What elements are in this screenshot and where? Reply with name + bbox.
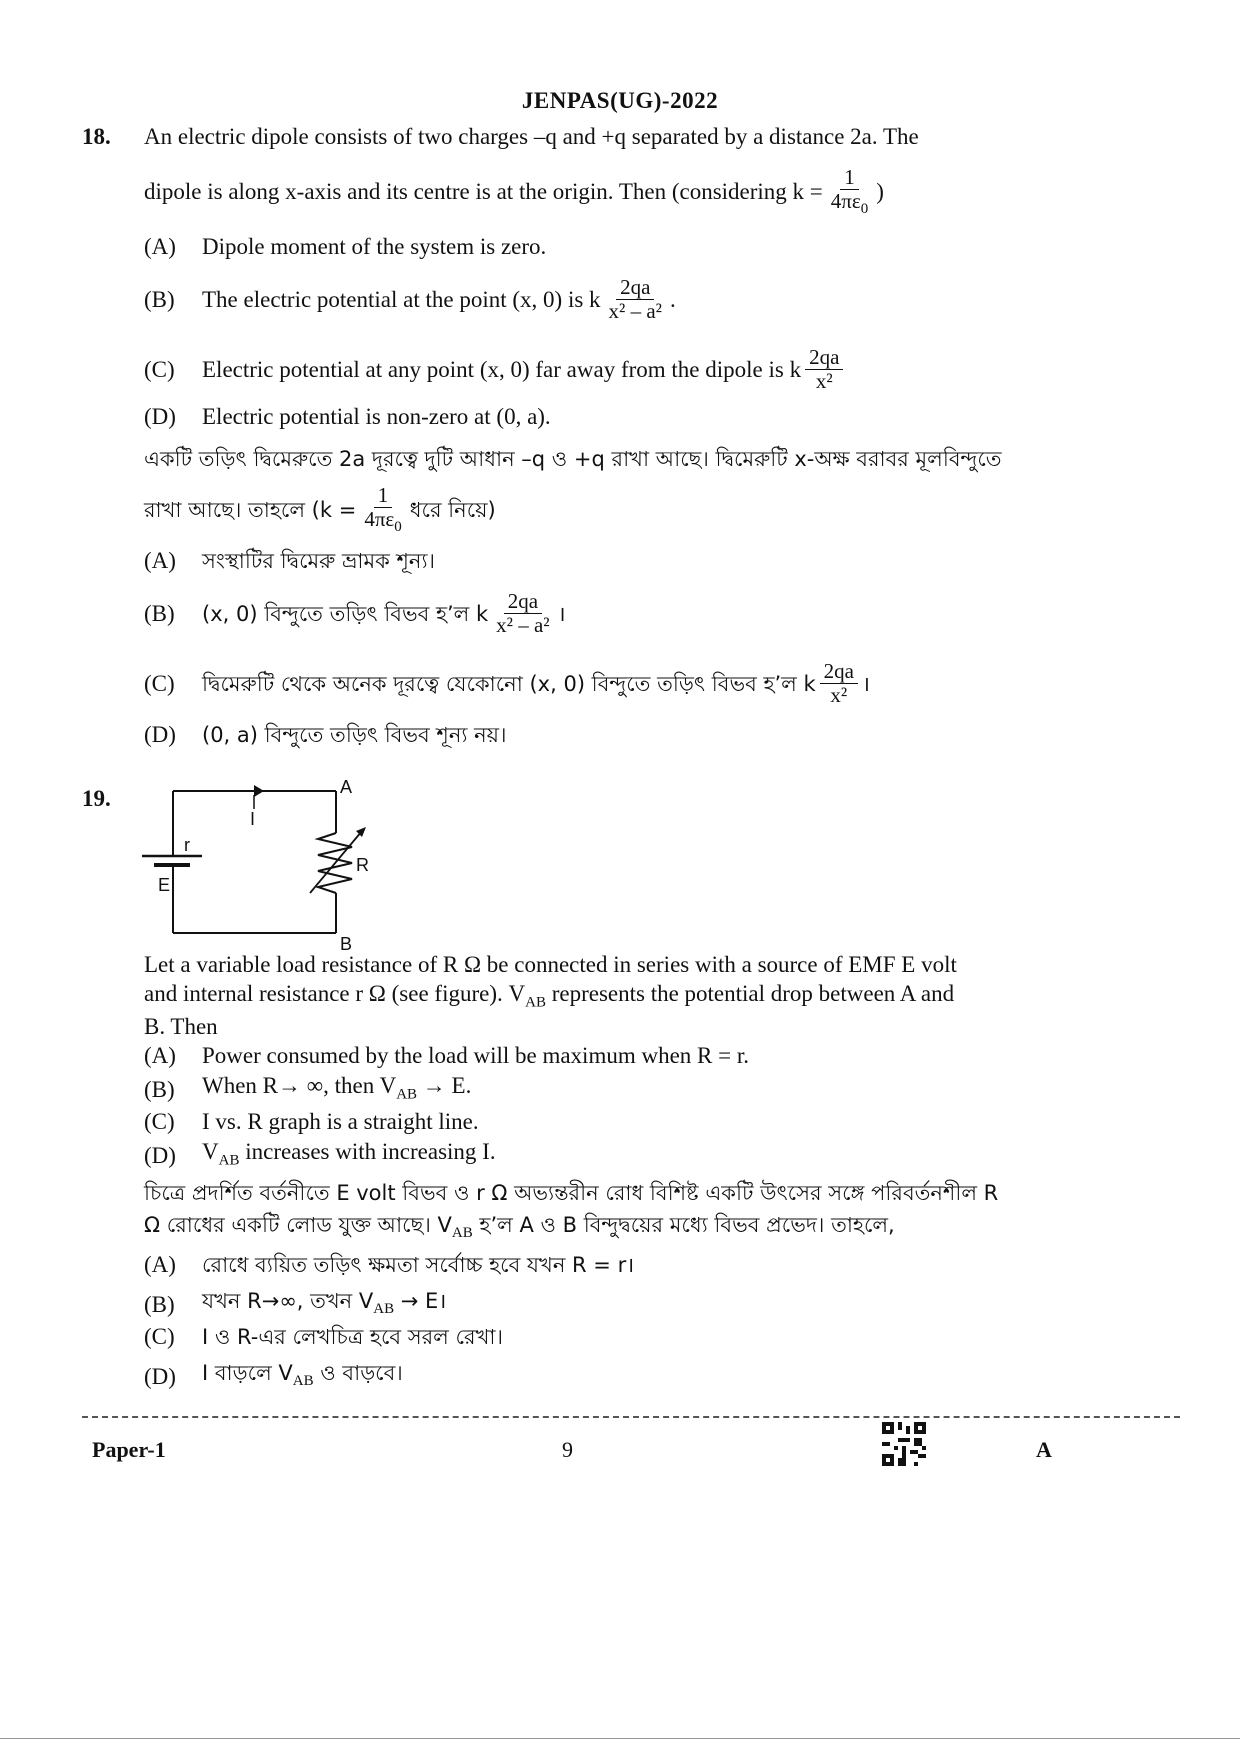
option-label: (B): [144, 1077, 175, 1103]
q18-bn-k-numerator: 1: [374, 484, 393, 508]
page-bottom-edge: [0, 1738, 1240, 1739]
option-text-pre: যখন R→∞, তখন V: [202, 1289, 374, 1313]
q18-k-fraction: [827, 166, 872, 218]
q18-bn-k-denominator: [360, 508, 405, 536]
q18-bn-k-den-text: 4πε: [364, 507, 395, 532]
circuit-label-b: B: [340, 934, 353, 950]
option-label: (B): [144, 1292, 175, 1318]
option-tail: ।: [861, 671, 870, 696]
q18-k-numerator: 1: [840, 166, 859, 190]
option-text-post: → E।: [394, 1289, 447, 1313]
circuit-diagram: [130, 775, 390, 950]
option-text-sub: AB: [396, 1086, 418, 1103]
q18-bn-k-den-sub: 0: [394, 519, 402, 536]
q18-bn-k-fraction: [360, 484, 405, 536]
question-number-19: 19.: [82, 786, 111, 811]
footer-page-number: 9: [562, 1437, 573, 1462]
fraction-denominator: x² – a²: [496, 613, 550, 638]
q19-bn-option-d: [144, 1358, 403, 1396]
footer-paper-label: Paper-1: [92, 1437, 166, 1462]
q19-option-a: [144, 1041, 749, 1071]
option-label: (D): [144, 1364, 176, 1390]
q19-bn-option-a: [144, 1250, 634, 1280]
option-label: (B): [144, 600, 175, 626]
option-text: (0, a) বিন্দুতে তড়িৎ বিভব শূন্য নয়।: [202, 723, 507, 747]
q19-stem-line3: B. Then: [144, 1014, 218, 1039]
option-text-sub: AB: [218, 1152, 240, 1169]
q18-option-d: [144, 402, 551, 432]
q18-stem-text: dipole is along x-axis and its centre is at the origin. Then (considering k =: [144, 178, 823, 204]
option-text: Power consumed by the load will be maximum when R = r.: [202, 1043, 750, 1068]
fraction-numerator: 2qa: [805, 346, 843, 370]
option-text: দ্বিমেরুটি থেকে অনেক দূরত্বে যেকোনো (x, 0) বিন্দুতে তড়িৎ বিভব হ’ল k: [202, 671, 816, 696]
q19-bn-stem-line1: চিত্রে প্রদর্শিত বর্তনীতে E volt বিভব ও r Ω অভ্যন্তরীন রোধ বিশিষ্ট একটি উৎসের সঙ্গে পরিবর্তনশীল R: [144, 1181, 999, 1205]
option-text: [202, 1071, 471, 1110]
q18-bn-stem-line1: একটি তড়িৎ দ্বিমেরুতে 2a দূরত্বে দুটি আধান –q ও +q রাখা আছে। দ্বিমেরুটি x-অক্ষ বরাবর মূলবিন্দুতে: [144, 447, 1002, 471]
fraction-numerator: 2qa: [616, 276, 654, 300]
q18-bn-stem-tail: ধরে নিয়ে): [409, 497, 496, 522]
option-text: (x, 0) বিন্দুতে তড়িৎ বিভব হ’ল k: [202, 601, 489, 626]
option-text: [202, 1286, 446, 1324]
fraction-numerator: 2qa: [504, 590, 542, 614]
q18-bn-option-a: [144, 546, 435, 576]
page-header-title: JENPAS(UG)-2022: [521, 88, 719, 113]
q19-bn-stem-line2-text: Ω রোধের একটি লোড যুক্ত আছে। V: [144, 1213, 452, 1237]
option-text: Dipole moment of the system is zero.: [202, 234, 547, 259]
option-text-post: ও বাড়বে।: [313, 1361, 403, 1385]
option-fraction: [605, 276, 666, 323]
option-fraction: [492, 590, 553, 637]
option-fraction: [820, 660, 858, 707]
q18-bn-option-d: [144, 720, 507, 750]
q19-stem-line2-sub: AB: [525, 994, 546, 1011]
q19-option-c: [144, 1107, 479, 1137]
fraction-denominator: x²: [815, 369, 833, 394]
option-label: (A): [144, 548, 176, 573]
option-text: সংস্থাটির দ্বিমেরু ভ্রামক শূন্য।: [202, 549, 436, 573]
option-label: (B): [144, 286, 175, 312]
q18-bn-stem-text: রাখা আছে। তাহলে (k =: [144, 497, 357, 522]
q18-bn-stem-line2: [144, 484, 496, 536]
fraction-numerator: 2qa: [820, 660, 858, 684]
option-label: (C): [144, 670, 175, 696]
option-label: (D): [144, 1143, 176, 1169]
circuit-label-i: I: [250, 809, 256, 829]
option-tail: ।: [557, 601, 566, 626]
option-label: (A): [144, 1252, 176, 1277]
option-fraction: [805, 346, 843, 393]
question-number-18: 18.: [82, 124, 111, 149]
option-text: Electric potential at any point (x, 0) far away from the dipole is k: [202, 356, 802, 382]
current-arrow: [254, 785, 264, 797]
q19-bn-option-c: [144, 1322, 503, 1352]
q19-bn-stem-line2-sub: AB: [451, 1225, 473, 1242]
circuit-label-a: A: [340, 777, 353, 797]
q19-stem-line1: Let a variable load resistance of R Ω be connected in series with a source of EMF E volt: [144, 952, 957, 977]
q18-k-denominator: [827, 190, 872, 218]
q19-stem-line2: [144, 979, 954, 1018]
option-text-post: increases with increasing I.: [239, 1139, 496, 1164]
q19-bn-option-b: [144, 1286, 446, 1324]
circuit-label-big-r: R: [356, 855, 369, 875]
q18-bn-option-b: [144, 590, 566, 637]
option-text: The electric potential at the point (x, 0) is k: [202, 286, 601, 312]
q19-option-b: [144, 1071, 471, 1110]
option-text: I ও R-এর লেখচিত্র হবে সরল রেখা।: [202, 1325, 503, 1349]
q18-stem-line2: [144, 166, 884, 218]
q19-option-d: [144, 1137, 496, 1176]
option-text-sub: AB: [292, 1373, 314, 1390]
q18-k-den-text: 4πε: [830, 189, 861, 214]
q18-k-den-sub: 0: [860, 201, 869, 218]
circuit-label-e: E: [158, 875, 171, 895]
option-label: (C): [144, 1324, 175, 1349]
q19-bn-stem-line2-tail: হ’ল A ও B বিন্দুদ্বয়ের মধ্যে বিভব প্রভেদ। তাহলে,: [472, 1213, 895, 1237]
option-text: রোধে ব্যয়িত তড়িৎ ক্ষমতা সর্বোচ্চ হবে যখন R = r।: [202, 1253, 635, 1277]
q19-stem-line2-text: and internal resistance r Ω (see figure). V: [144, 981, 526, 1006]
option-text: I vs. R graph is a straight line.: [202, 1109, 479, 1134]
option-text-pre: V: [202, 1139, 219, 1164]
option-label: (C): [144, 1109, 175, 1134]
option-text-pre: I বাড়লে V: [202, 1361, 293, 1385]
option-text: Electric potential is non-zero at (0, a).: [202, 404, 551, 429]
option-label: (A): [144, 234, 176, 259]
option-text-post: → E.: [417, 1073, 472, 1098]
option-label: (C): [144, 356, 175, 382]
footer-divider: [82, 1416, 1180, 1418]
q18-bn-option-c: [144, 660, 870, 707]
option-tail: .: [669, 286, 676, 312]
footer-set-label: A: [1036, 1437, 1052, 1462]
q18-option-b: [144, 276, 676, 323]
q19-bn-stem-line2: [144, 1210, 895, 1248]
fraction-denominator: x² – a²: [608, 299, 662, 324]
option-text: [202, 1137, 496, 1176]
q18-option-c: [144, 346, 847, 393]
qr-code-icon: [882, 1422, 926, 1466]
option-text-sub: AB: [373, 1301, 395, 1318]
circuit-label-r: r: [184, 835, 190, 855]
q19-stem-line2-tail: represents the potential drop between A and: [545, 981, 955, 1006]
option-label: (A): [144, 1043, 176, 1068]
fraction-denominator: x²: [830, 683, 848, 708]
option-text: [202, 1358, 403, 1396]
option-label: (D): [144, 404, 176, 429]
q18-stem-line1: An electric dipole consists of two charges –q and +q separated by a distance 2a. The: [144, 124, 919, 149]
q18-option-a: [144, 232, 546, 262]
option-text-pre: When R→ ∞, then V: [202, 1073, 397, 1098]
q18-close-paren: ): [876, 178, 884, 204]
option-label: (D): [144, 722, 176, 747]
